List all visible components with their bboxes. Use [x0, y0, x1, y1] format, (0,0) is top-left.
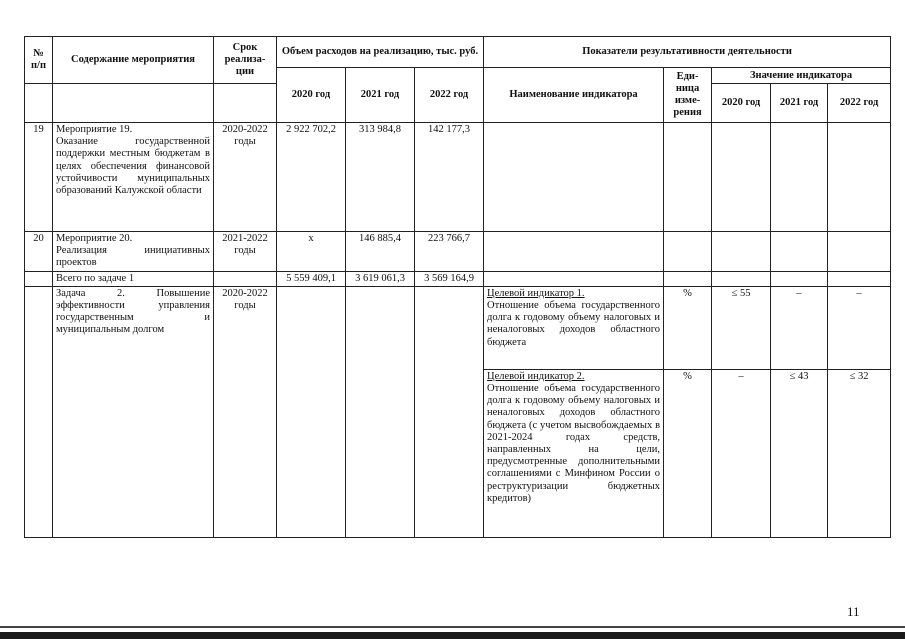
total-label: Всего по задаче 1 [53, 271, 214, 286]
indicator-2021: – [771, 286, 828, 369]
scan-edge-bar [0, 632, 905, 639]
program-table [24, 36, 891, 538]
row-2020: 2 922 702,2 [277, 123, 346, 232]
header-content: Содержание мероприятия [53, 37, 214, 84]
indicator-cell [484, 286, 664, 369]
header-num: № п/п [25, 37, 53, 84]
row-2021: 146 885,4 [346, 232, 415, 272]
indicator-unit: % [664, 286, 712, 369]
row-content [53, 232, 214, 272]
table-row [25, 232, 891, 272]
header-val-2022: 2022 год [828, 84, 891, 123]
indicator-label: Целевой индикатор 2. [487, 370, 585, 382]
indicator-text: Отношение объема государственного долга к годовому объему налоговых и неналоговых доходов областного бюджета (с учетом высвобождаемых в 2021-2024 годах средств, направленных на цели, предусмотренные дополнительными соглашениями с Минфином России о реструктуризации бюджетных кредитов) [487, 383, 661, 504]
table-row [25, 123, 891, 232]
row-2021: 313 984,8 [346, 123, 415, 232]
header-indicator-value: Значение индикатора [712, 68, 891, 84]
header-indicator-name: Наименование индикатора [484, 68, 664, 123]
task2-title: Задача 2. Повышение эффективности управления государственным и муниципальным долгом [53, 286, 214, 537]
scan-edge-line [0, 626, 905, 628]
indicator-text: Отношение объема государственного долга к годовому объему налоговых и неналоговых доходов областного бюджета [487, 300, 661, 348]
row-content [53, 123, 214, 232]
row-term: 2020-2022 годы [214, 123, 277, 232]
row-2022: 223 766,7 [415, 232, 484, 272]
header-unit: Еди-ница изме-рения [664, 68, 712, 123]
total-2020: 5 559 409,1 [277, 271, 346, 286]
task2-term: 2020-2022 годы [214, 286, 277, 537]
header-2022: 2022 год [415, 68, 484, 123]
total-row [25, 271, 891, 286]
header-expenses: Объем расходов на реализацию, тыс. руб. [277, 37, 484, 68]
total-2021: 3 619 061,3 [346, 271, 415, 286]
total-2022: 3 569 164,9 [415, 271, 484, 286]
indicator-2022: – [828, 286, 891, 369]
indicator-2021: ≤ 43 [771, 369, 828, 537]
indicator-unit: % [664, 369, 712, 537]
row-num: 19 [25, 123, 53, 232]
header-term-cont [214, 84, 277, 123]
header-content-cont [53, 84, 214, 123]
row-content-title: Мероприятие 19. [56, 124, 133, 135]
header-indicators: Показатели результативности деятельности [484, 37, 891, 68]
indicator-label: Целевой индикатор 1. [487, 287, 585, 299]
indicator-cell [484, 369, 664, 537]
header-term: Срок реализа-ции [214, 37, 277, 84]
task2-row [25, 286, 891, 369]
row-content-title: Мероприятие 20. [56, 233, 133, 244]
row-num: 20 [25, 232, 53, 272]
row-content-text: Реализация инициативных проектов [56, 245, 210, 269]
indicator-2022: ≤ 32 [828, 369, 891, 537]
header-num-cont [25, 84, 53, 123]
row-term: 2021-2022 годы [214, 232, 277, 272]
indicator-2020: – [712, 369, 771, 537]
row-content-text: Оказание государственной поддержки местным бюджетам в целях обеспечения финансовой устойчивости муниципальных образований Калужской области [56, 136, 210, 197]
row-2022: 142 177,3 [415, 123, 484, 232]
row-2020: х [277, 232, 346, 272]
header-val-2021: 2021 год [771, 84, 828, 123]
indicator-2020: ≤ 55 [712, 286, 771, 369]
header-2021: 2021 год [346, 68, 415, 123]
page-number: 11 [847, 604, 860, 619]
header-val-2020: 2020 год [712, 84, 771, 123]
header-row-1 [25, 37, 891, 68]
header-2020: 2020 год [277, 68, 346, 123]
